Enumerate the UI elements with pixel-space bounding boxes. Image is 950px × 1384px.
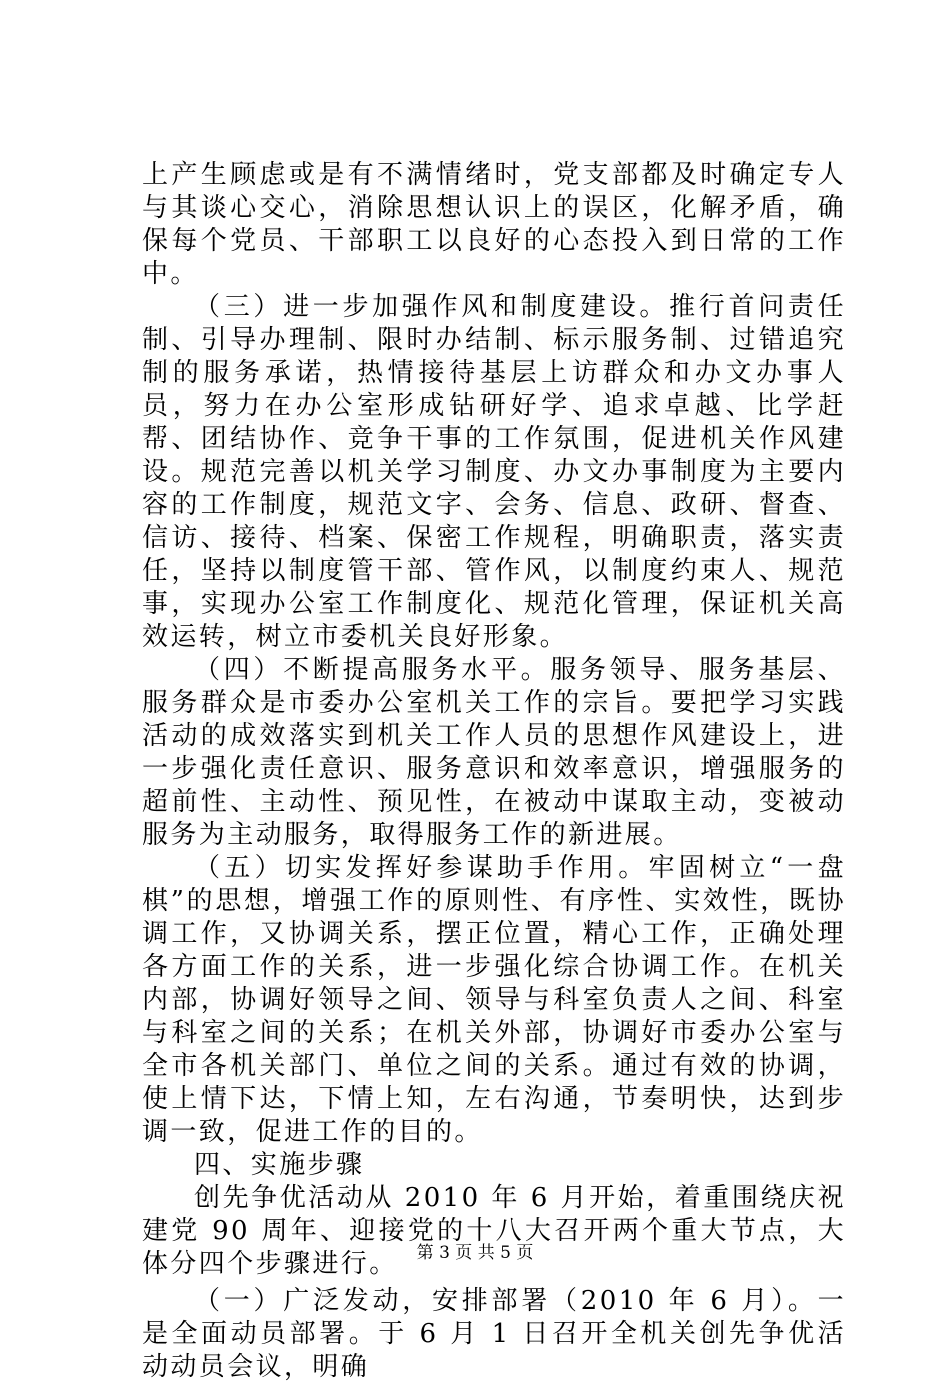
paragraph-section-4: （四）不断提高服务水平。服务领导、服务基层、服务群众是市委办公室机关工作的宗旨。要把学习实践活动的成效落实到机关工作人员的思想作风建设上，进一步强化责任意识、服务意识和效率意识，增强服务的超前性、主动性、预见性，在被动中谋取主动，变被动服务为主动服务，取得服务工作的新进展。 (142, 655, 846, 850)
paragraph-section-5: （五）切实发挥好参谋助手作用。牢固树立“一盘棋”的思想，增强工作的原则性、有序性、实效性，既协调工作，又协调关系，摆正位置，精心工作，正确处理各方面工作的关系，进一步强化综合协调工作。在机关内部，协调好领导之间、领导与科室负责人之间、科室与科室之间的关系；在机关外部，协调好市委办公室与全市各机关部门、单位之间的关系。通过有效的协调，使上情下达，下情上知，左右沟通，节奏明快，达到步调一致，促进工作的目的。 (142, 853, 846, 1147)
heading-implementation-steps: 四、实施步骤 (194, 1150, 365, 1180)
page-footer: 第 3 页 共 5 页 (416, 1243, 534, 1263)
paragraph-section-3: （三）进一步加强作风和制度建设。推行首问责任制、引导办理制、限时办结制、标示服务制、过错追究制的服务承诺，热情接待基层上访群众和办文办事人员，努力在办公室形成钻研好学、追求卓越、比学赶帮、团结协作、竞争干事的工作氛围，促进机关作风建设。规范完善以机关学习制度、办文办事制度为主要内容的工作制度，规范文字、会务、信息、政研、督查、信访、接待、档案、保密工作规程，明确职责，落实责任，坚持以制度管干部、管作风，以制度约束人、规范事，实现办公室工作制度化、规范化管理，保证机关高效运转，树立市委机关良好形象。 (142, 292, 846, 652)
paragraph-step-1: （一）广泛发动，安排部署（2010 年 6 月）。一是全面动员部署。于 6 月 1 日召开全机关创先争优活动动员会议，明确 (142, 1286, 846, 1382)
paragraph-continuation: 上产生顾虑或是有不满情绪时，党支部都及时确定专人与其谈心交心，消除思想认识上的误区，化解矛盾，确保每个党员、干部职工以良好的心态投入到日常的工作中。 (142, 160, 846, 289)
paragraph-steps-intro: 创先争优活动从 2010 年 6 月开始，着重围绕庆祝建党 90 周年、迎接党的十八大召开两个重大节点，大体分四个步骤进行。 (142, 1183, 846, 1279)
document-body (142, 159, 846, 1384)
